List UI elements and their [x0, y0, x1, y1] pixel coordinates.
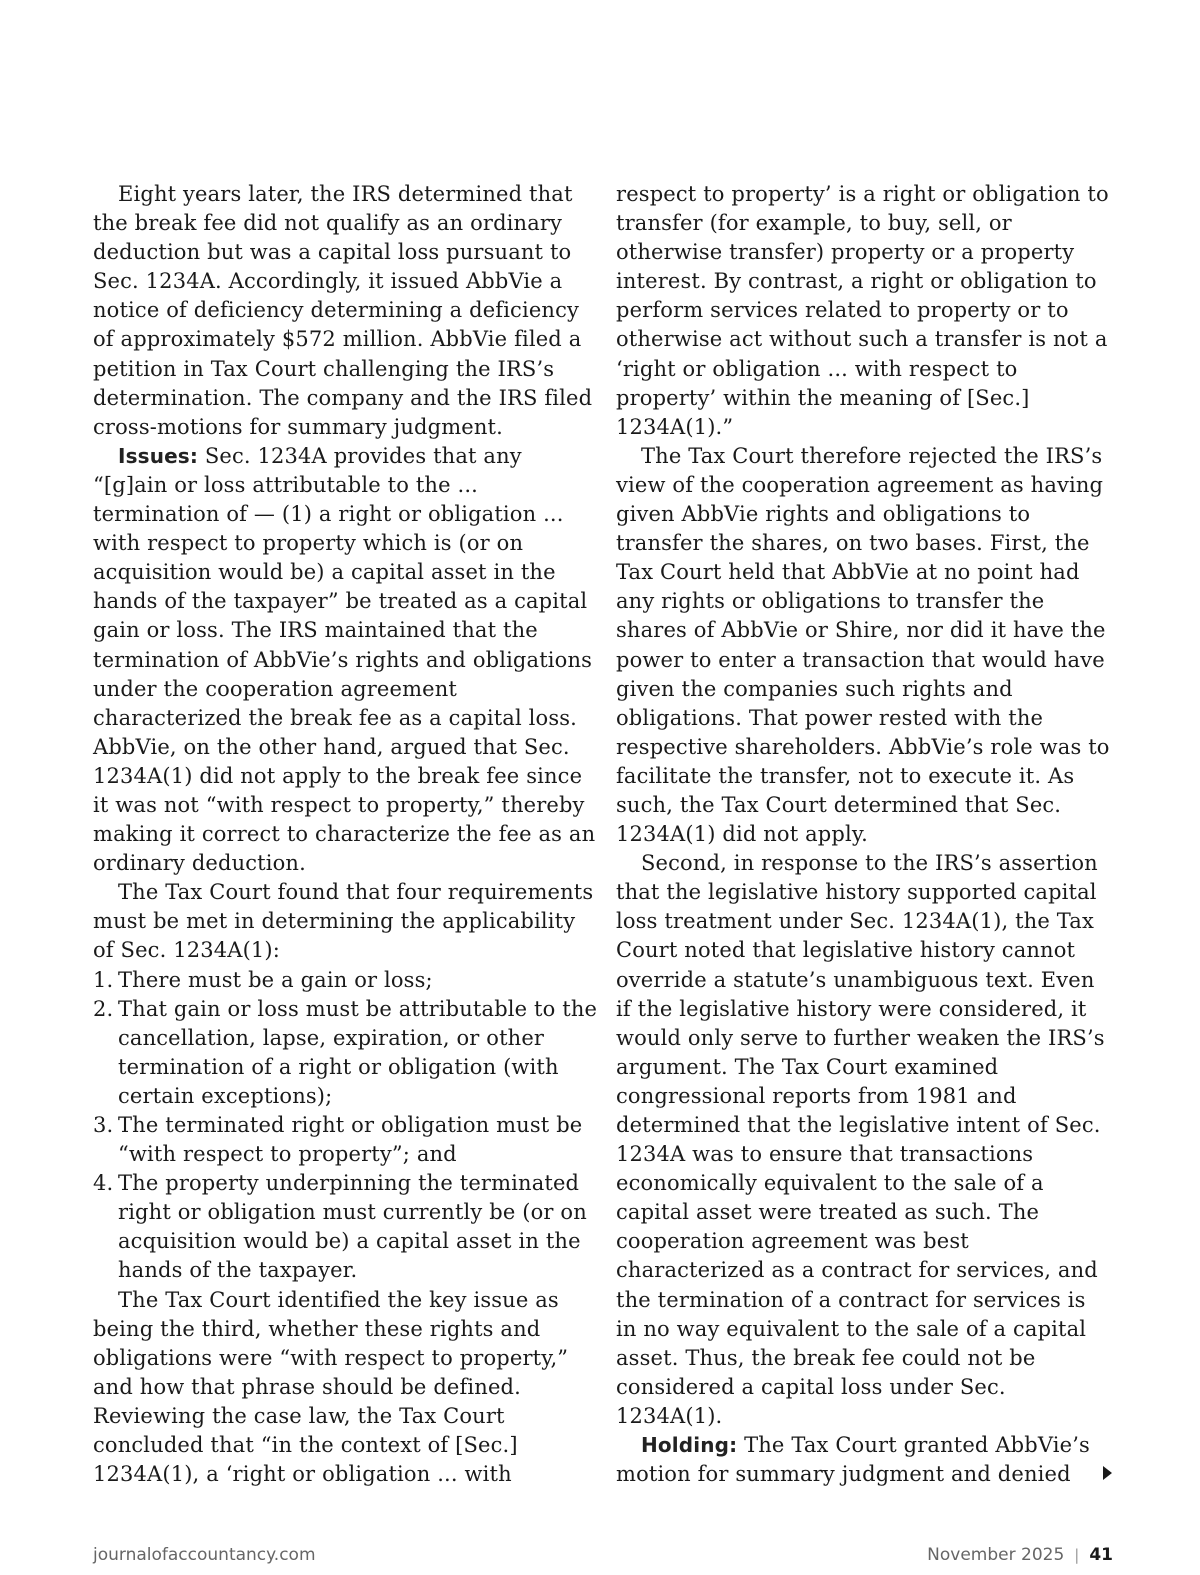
holding-text: The Tax Court granted AbbVie’s motion for summary judgment and denied	[616, 1433, 1090, 1487]
right-column	[616, 180, 1111, 1489]
list-number: 1.	[93, 967, 114, 992]
triangle-right-icon	[1103, 1466, 1112, 1480]
list-number: 4.	[93, 1171, 114, 1196]
issues-text: Sec. 1234A provides that any “[g]ain or loss attributable to the ... termination of — (1) a right or obligation ... with respect to property which is (or on acquisition would be) a capital asset in the hands of the taxpayer” be treated as a capital gain or loss. The IRS maintained that the termination of AbbVie’s rights and obligations under the cooperation agreement characterized the break fee as a capital loss. AbbVie, on the other hand, argued that Sec. 1234A(1) did not apply to the break fee since it was not “with respect to property,” thereby making it correct to characterize the fee as an ordinary deduction.	[93, 443, 596, 876]
website-url: journalofaccountancy.com	[93, 1545, 316, 1565]
list-item-text: The property underpinning the terminated right or obligation must currently be (or on acquisition would be) a capital asset in the hands of the taxpayer.	[118, 1171, 587, 1283]
list-item-text: That gain or loss must be attributable to the cancellation, lapse, expiration, or other termination of a right or obligation (with certain exceptions);	[118, 996, 598, 1108]
page-footer	[93, 1545, 1113, 1565]
issue-date: November 2025	[927, 1545, 1065, 1565]
issues-label: Issues:	[118, 443, 199, 468]
paragraph: respect to property’ is a right or obligation to transfer (for example, to buy, sell, or otherwise transfer) property or a property interest. By contrast, a right or obligation to perform services related to property or to otherwise act without such a transfer is not a ‘right or obligation ... with respect to property’ within the meaning of [Sec.] 1234A(1).”	[616, 182, 1109, 439]
paragraph: The Tax Court found that four requirements must be met in determining the applicability of Sec. 1234A(1):	[93, 880, 594, 963]
paragraph: Eight years later, the IRS determined that the break fee did not qualify as an ordinary deduction but was a capital loss pursuant to Sec. 1234A. Accordingly, it issued AbbVie a notice of deficiency determining a deficiency of approximately $572 million. AbbVie filed a petition in Tax Court challenging the IRS’s determination. The company and the IRS filed cross-motions for summary judgment.	[93, 182, 593, 439]
list-item	[93, 966, 598, 995]
page-number: 41	[1089, 1545, 1113, 1565]
list-number: 3.	[93, 1113, 114, 1137]
list-item	[93, 1169, 598, 1285]
left-column	[93, 180, 598, 1489]
list-item	[93, 1111, 598, 1169]
paragraph: Second, in response to the IRS’s assertion that the legislative history supported capital loss treatment under Sec. 1234A(1), the Tax Court noted that legislative history cannot override a statute’s unambiguous text. Even if the legislative history were considered, it would only serve to further weaken the IRS’s argument. The Tax Court examined congressional reports from 1981 and determined that the legislative intent of Sec. 1234A was to ensure that transactions economically equivalent to the sale of a capital asset were treated as such. The cooperation agreement was best characterized as a contract for services, and the termination of a contract for services is in no way equivalent to the sale of a capital asset. Thus, the break fee could not be considered a capital loss under Sec. 1234A(1).	[616, 851, 1105, 1428]
list-number: 2.	[93, 996, 114, 1021]
list-item-text: There must be a gain or loss;	[118, 967, 433, 992]
issues-paragraph	[93, 442, 598, 878]
paragraph: The Tax Court therefore rejected the IRS’s view of the cooperation agreement as having given AbbVie rights and obligations to transfer the shares, on two bases. First, the Tax Court held that AbbVie at no point had any rights or obligations to transfer the shares of AbbVie or Shire, nor did it have the power to enter a transaction that would have given the companies such rights and obligations. That power rested with the respective shareholders. AbbVie’s role was to facilitate the transfer, not to execute it. As such, the Tax Court determined that Sec. 1234A(1) did not apply.	[616, 443, 1110, 847]
list-item	[93, 995, 598, 1111]
paragraph: The Tax Court identified the key issue as being the third, whether these rights and obligations were “with respect to property,” and how that phrase should be defined. Reviewing the case law, the Tax Court concluded that “in the context of [Sec.] 1234A(1), a ‘right or obligation ... with	[93, 1287, 569, 1487]
footer-separator: |	[1074, 1546, 1080, 1564]
requirements-list	[93, 966, 598, 1286]
list-item-text: The terminated right or obligation must be “with respect to property”; and	[118, 1113, 583, 1167]
holding-paragraph	[616, 1431, 1111, 1489]
footer-right	[927, 1545, 1113, 1565]
holding-label: Holding:	[641, 1433, 738, 1458]
